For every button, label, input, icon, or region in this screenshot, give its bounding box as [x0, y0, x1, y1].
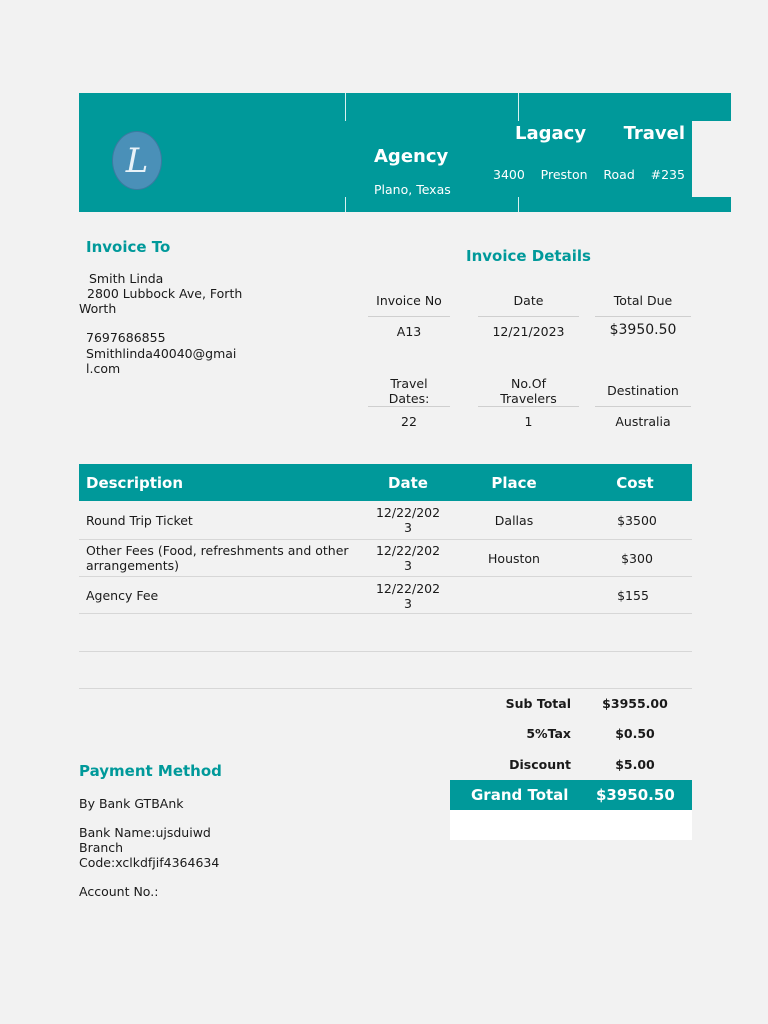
client-name: Smith Linda: [89, 271, 164, 286]
address-word: Preston: [540, 167, 588, 182]
travelers-value: 1: [524, 414, 533, 429]
travel-dates-label: [368, 376, 450, 406]
tax-value: $0.50: [615, 726, 655, 741]
divider: [368, 316, 450, 317]
address-word: #235: [650, 167, 685, 182]
travel-dates-label-line: Dates:: [388, 391, 430, 406]
address-word: 3400: [493, 167, 525, 182]
client-email-line2: l.com: [86, 361, 121, 376]
agency-title-word: Travel: [623, 123, 685, 144]
travel-dates-value: 22: [401, 414, 417, 429]
discount-label: Discount: [509, 757, 571, 772]
travel-dates-label-line: Travel: [390, 376, 428, 391]
destination-label: Destination: [607, 383, 679, 398]
client-address-line2: Worth: [79, 301, 117, 316]
divider: [595, 406, 691, 407]
row-divider: [79, 539, 692, 540]
client-address-line1: 2800 Lubbock Ave, Forth: [87, 286, 243, 301]
row-date-line: 3: [404, 520, 412, 535]
row-place: Dallas: [494, 513, 534, 528]
header-divider: [345, 93, 346, 121]
grand-total-label: Grand Total: [471, 786, 569, 804]
row-divider: [79, 576, 692, 577]
client-phone: 7697686855: [86, 330, 166, 345]
destination-value: Australia: [615, 414, 671, 429]
travelers-label-line: Travelers: [500, 391, 557, 406]
row-cost: $300: [621, 551, 653, 566]
row-date: [368, 505, 448, 535]
column-header-place: Place: [491, 474, 537, 492]
logo-letter: L: [125, 140, 149, 181]
row-date: [368, 543, 448, 573]
agency-title-word: Lagacy: [515, 123, 587, 144]
row-divider: [79, 651, 692, 652]
header-notch: [692, 121, 731, 197]
row-date: [368, 581, 448, 611]
row-date-line: 12/22/202: [375, 581, 441, 596]
invoice-to-heading: Invoice To: [86, 238, 171, 256]
row-date-line: 3: [404, 596, 412, 611]
row-description-line: arrangements): [86, 558, 180, 573]
divider: [595, 316, 691, 317]
column-header-cost: Cost: [616, 474, 654, 492]
travelers-label: [478, 376, 579, 406]
divider: [478, 316, 579, 317]
row-place: Houston: [488, 551, 540, 566]
date-value: 12/21/2023: [492, 324, 565, 339]
travelers-label-line: No.Of: [511, 376, 546, 391]
invoice-no-label: Invoice No: [376, 293, 442, 308]
grand-total-blank: [450, 810, 692, 840]
row-date-line: 12/22/202: [375, 505, 441, 520]
row-cost: $155: [617, 588, 649, 603]
invoice-no-value: A13: [396, 324, 422, 339]
branch-code: Code:xclkdfjif4364634: [79, 855, 220, 870]
column-header-description: Description: [86, 474, 184, 492]
payment-method-heading: Payment Method: [79, 762, 222, 780]
subtotal-label: Sub Total: [505, 696, 571, 711]
row-divider: [79, 688, 692, 689]
row-date-line: 3: [404, 558, 412, 573]
row-description-line: Other Fees (Food, refreshments and other: [86, 543, 349, 558]
divider: [368, 406, 450, 407]
account-number: Account No.:: [79, 884, 159, 899]
bank-name: Bank Name:ujsduiwd: [79, 825, 211, 840]
client-email-line1: Smithlinda40040@gmai: [86, 346, 237, 361]
header-divider: [345, 197, 346, 212]
payment-bank: By Bank GTBAnk: [79, 796, 184, 811]
agency-name: Agency: [374, 146, 449, 167]
column-header-date: Date: [388, 474, 428, 492]
agency-logo: [112, 131, 162, 190]
row-cost: $3500: [617, 513, 657, 528]
header-divider: [518, 93, 519, 121]
row-description: Agency Fee: [86, 588, 159, 603]
total-due-value: $3950.50: [609, 322, 677, 338]
agency-address: [493, 167, 685, 182]
tax-label: 5%Tax: [526, 726, 571, 741]
header-divider: [518, 197, 519, 212]
row-description: [86, 543, 349, 573]
subtotal-value: $3955.00: [602, 696, 668, 711]
row-divider: [79, 613, 692, 614]
row-description: Round Trip Ticket: [86, 513, 193, 528]
divider: [478, 406, 579, 407]
date-label: Date: [513, 293, 544, 308]
grand-total-value: $3950.50: [596, 786, 675, 804]
address-word: Road: [603, 167, 635, 182]
total-due-label: Total Due: [613, 293, 673, 308]
agency-title: [515, 123, 685, 144]
branch-line1: Branch: [79, 840, 124, 855]
discount-value: $5.00: [615, 757, 655, 772]
invoice-details-heading: Invoice Details: [466, 247, 591, 265]
agency-city: Plano, Texas: [374, 182, 451, 197]
row-date-line: 12/22/202: [375, 543, 441, 558]
